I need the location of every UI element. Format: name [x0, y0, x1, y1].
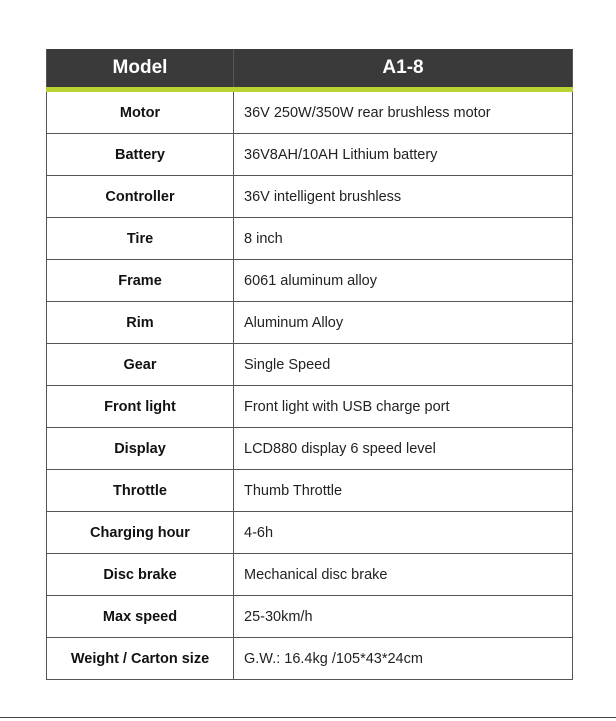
spec-value: Mechanical disc brake [234, 554, 573, 596]
spec-table-body [47, 90, 573, 680]
spec-label: Battery [47, 134, 234, 176]
spec-value: Single Speed [234, 344, 573, 386]
spec-value: 4-6h [234, 512, 573, 554]
spec-label: Throttle [47, 470, 234, 512]
table-row [47, 302, 573, 344]
table-row [47, 470, 573, 512]
table-row [47, 386, 573, 428]
spec-value: 8 inch [234, 218, 573, 260]
spec-label: Rim [47, 302, 234, 344]
spec-table-header [47, 49, 573, 90]
table-row [47, 260, 573, 302]
spec-label: Disc brake [47, 554, 234, 596]
header-row [47, 49, 573, 90]
spec-table [46, 49, 573, 680]
table-row [47, 596, 573, 638]
table-row [47, 176, 573, 218]
spec-value: Thumb Throttle [234, 470, 573, 512]
spec-label: Display [47, 428, 234, 470]
spec-value: Front light with USB charge port [234, 386, 573, 428]
spec-value: 36V 250W/350W rear brushless motor [234, 90, 573, 134]
spec-value: Aluminum Alloy [234, 302, 573, 344]
spec-label: Gear [47, 344, 234, 386]
spec-value: 36V intelligent brushless [234, 176, 573, 218]
header-model-label: Model [47, 49, 234, 90]
spec-label: Max speed [47, 596, 234, 638]
spec-value: G.W.: 16.4kg /105*43*24cm [234, 638, 573, 680]
header-model-value: A1-8 [234, 49, 573, 90]
spec-label: Frame [47, 260, 234, 302]
table-row [47, 134, 573, 176]
spec-label: Front light [47, 386, 234, 428]
spec-value: LCD880 display 6 speed level [234, 428, 573, 470]
table-row [47, 428, 573, 470]
table-row [47, 90, 573, 134]
table-row [47, 218, 573, 260]
spec-label: Controller [47, 176, 234, 218]
table-row [47, 512, 573, 554]
spec-label: Charging hour [47, 512, 234, 554]
bottom-divider [0, 717, 616, 718]
spec-value: 25-30km/h [234, 596, 573, 638]
spec-label: Motor [47, 90, 234, 134]
spec-value: 6061 aluminum alloy [234, 260, 573, 302]
spec-label: Weight / Carton size [47, 638, 234, 680]
spec-value: 36V8AH/10AH Lithium battery [234, 134, 573, 176]
table-row [47, 344, 573, 386]
table-row [47, 638, 573, 680]
spec-label: Tire [47, 218, 234, 260]
table-row [47, 554, 573, 596]
